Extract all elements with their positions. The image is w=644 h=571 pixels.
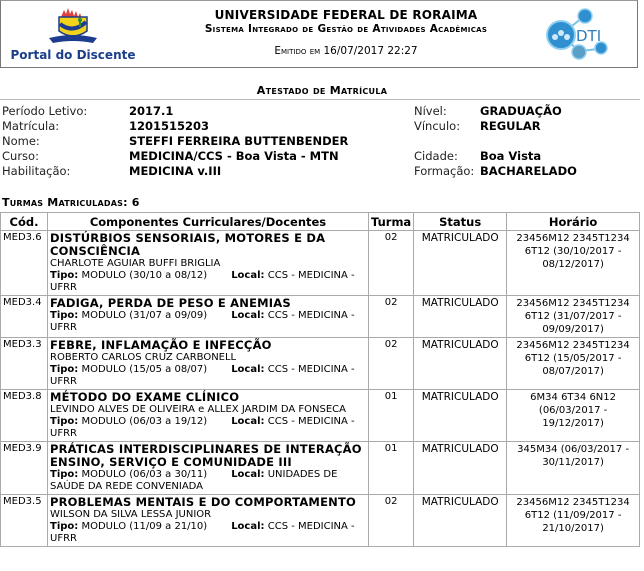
local-value: CCS - MEDICINA - UFRR [50,364,355,387]
cell-cod: MED3.9 [1,442,48,495]
component-name: PRÁTICAS INTERDISCIPLINARES DE INTERAÇÃO ENSINO, SERVIÇO E COMUNIDADE III [50,442,362,469]
tipo-label: Tipo: [50,416,79,427]
column-header-horario: Horário [507,213,640,231]
cidade-value: Boa Vista [480,149,542,163]
component-name: PROBLEMAS MENTAIS E DO COMPORTAMENTO [50,495,356,509]
local-label: Local: [231,521,265,532]
table-header-row [1,213,640,231]
table-row [1,390,640,442]
component-type-local [50,416,366,440]
curso-label: Curso: [2,149,39,163]
cell-cod: MED3.4 [1,296,48,338]
component-name: MÉTODO DO EXAME CLÍNICO [50,390,240,404]
nome-value: STEFFI FERREIRA BUTTENBENDER [129,134,349,148]
local-value: CCS - MEDICINA - UFRR [50,310,355,333]
cell-componente [48,442,369,495]
component-teacher: CHARLOTE AGUIAR BUFFI BRIGLIA [50,258,221,269]
local-value: CCS - MEDICINA - UFRR [50,270,355,293]
component-name: DISTÚRBIOS SENSORIAIS, MOTORES E DA CONSCIÊNCIA [50,231,326,258]
habilitacao-label: Habilitação: [2,164,71,178]
nivel-label: Nível: [414,104,447,118]
tipo-value: MODULO (06/03 a 19/12) [81,416,208,427]
local-label: Local: [231,270,265,281]
component-type-local [50,521,366,545]
cidade-label: Cidade: [414,149,458,163]
local-label: Local: [231,416,265,427]
component-teacher: ROBERTO CARLOS CRUZ CARBONELL [50,352,237,363]
local-label: Local: [231,364,265,375]
table-row [1,231,640,296]
cell-turma: 01 [369,390,414,442]
component-teacher: LEVINDO ALVES DE OLIVEIRA e ALLEX JARDIM DA FONSECA [50,404,346,415]
cell-status: MATRICULADO [414,296,507,338]
tipo-label: Tipo: [50,310,79,321]
cell-turma: 02 [369,231,414,296]
component-type-local [50,469,366,493]
habilitacao-value: MEDICINA v.III [129,164,222,178]
tipo-value: MODULO (11/09 a 21/10) [81,521,208,532]
tipo-value: MODULO (30/10 a 08/12) [81,270,208,281]
curso-value: MEDICINA/CCS - Boa Vista - MTN [129,149,339,163]
vinculo-value: REGULAR [480,119,541,133]
cell-componente [48,390,369,442]
cell-cod: MED3.5 [1,495,48,547]
cell-horario: 6M34 6T34 6N12 (06/03/2017 - 19/12/2017) [507,390,640,442]
portal-label: Portal do Discente [10,48,136,62]
tipo-value: MODULO (31/07 a 09/09) [81,310,208,321]
tipo-label: Tipo: [50,521,79,532]
component-type-local [50,270,366,294]
table-row [1,296,640,338]
tipo-label: Tipo: [50,469,79,480]
info-row-matricula [0,119,644,134]
component-type-local [50,364,366,388]
ufrr-logo-icon [45,5,101,45]
table-row [1,442,640,495]
info-row-curso [0,149,644,164]
cell-status: MATRICULADO [414,338,507,390]
svg-text:DTI: DTI [576,27,602,45]
column-header-cod: Cód. [1,213,48,231]
cell-horario: 23456M12 2345T1234 6T12 (31/07/2017 - 09/09/2017) [507,296,640,338]
column-header-status: Status [414,213,507,231]
cell-horario: 345M34 (06/03/2017 - 30/11/2017) [507,442,640,495]
local-label: Local: [231,469,265,480]
cell-status: MATRICULADO [414,390,507,442]
formacao-value: BACHARELADO [480,164,577,178]
cell-status: MATRICULADO [414,495,507,547]
cell-turma: 02 [369,495,414,547]
matricula-value: 1201515203 [129,119,210,133]
document-title: Atestado de Matrícula [256,84,388,97]
tipo-value: MODULO (15/05 a 08/07) [81,364,208,375]
cell-horario: 23456M12 2345T1234 6T12 (15/05/2017 - 08/07/2017) [507,338,640,390]
table-row [1,495,640,547]
cell-horario: 23456M12 2345T1234 6T12 (30/10/2017 - 08/12/2017) [507,231,640,296]
cell-horario: 23456M12 2345T1234 6T12 (11/09/2017 - 21/10/2017) [507,495,640,547]
table-row [1,338,640,390]
vinculo-label: Vínculo: [414,119,461,133]
turmas-count-heading: Turmas Matriculadas: 6 [2,196,140,209]
periodo-value: 2017.1 [129,104,174,118]
university-name: UNIVERSIDADE FEDERAL DE RORAIMA [214,8,478,22]
cell-cod: MED3.8 [1,390,48,442]
cell-turma: 02 [369,338,414,390]
periodo-label: Período Letivo: [2,104,88,118]
nivel-value: GRADUAÇÃO [480,104,562,118]
cell-status: MATRICULADO [414,442,507,495]
column-header-turma: Turma [369,213,414,231]
cell-componente [48,495,369,547]
formacao-label: Formação: [414,164,475,178]
cell-componente [48,231,369,296]
document-header [0,0,638,68]
cell-componente [48,296,369,338]
tipo-value: MODULO (06/03 a 30/11) [81,469,208,480]
cell-cod: MED3.3 [1,338,48,390]
component-type-local [50,310,366,334]
enrolled-classes-table [0,212,640,547]
tipo-label: Tipo: [50,270,79,281]
cell-turma: 01 [369,442,414,495]
dti-logo-icon [543,7,613,61]
info-row-habilitacao [0,164,644,179]
emission-date: Emitido em 16/07/2017 22:27 [274,45,418,57]
cell-turma: 02 [369,296,414,338]
local-value: CCS - MEDICINA - UFRR [50,521,355,544]
tipo-label: Tipo: [50,364,79,375]
system-name: Sistema Integrado de Gestão de Atividades Acadêmicas [204,23,488,35]
cell-status: MATRICULADO [414,231,507,296]
local-value: CCS - MEDICINA - UFRR [50,416,355,439]
title-divider [0,99,640,100]
matricula-label: Matrícula: [2,119,60,133]
component-name: FADIGA, PERDA DE PESO E ANEMIAS [50,296,291,310]
local-value: UNIDADES DE SAÚDE DA REDE CONVENIADA [50,469,338,492]
nome-label: Nome: [2,134,40,148]
local-label: Local: [231,310,265,321]
cell-cod: MED3.6 [1,231,48,296]
component-teacher: WILSON DA SILVA LESSA JUNIOR [50,509,212,520]
column-header-componentes: Componentes Curriculares/Docentes [48,213,369,231]
cell-componente [48,338,369,390]
info-row-nome [0,134,644,149]
component-name: FEBRE, INFLAMAÇÃO E INFECÇÃO [50,338,272,352]
info-row-periodo [0,104,644,119]
